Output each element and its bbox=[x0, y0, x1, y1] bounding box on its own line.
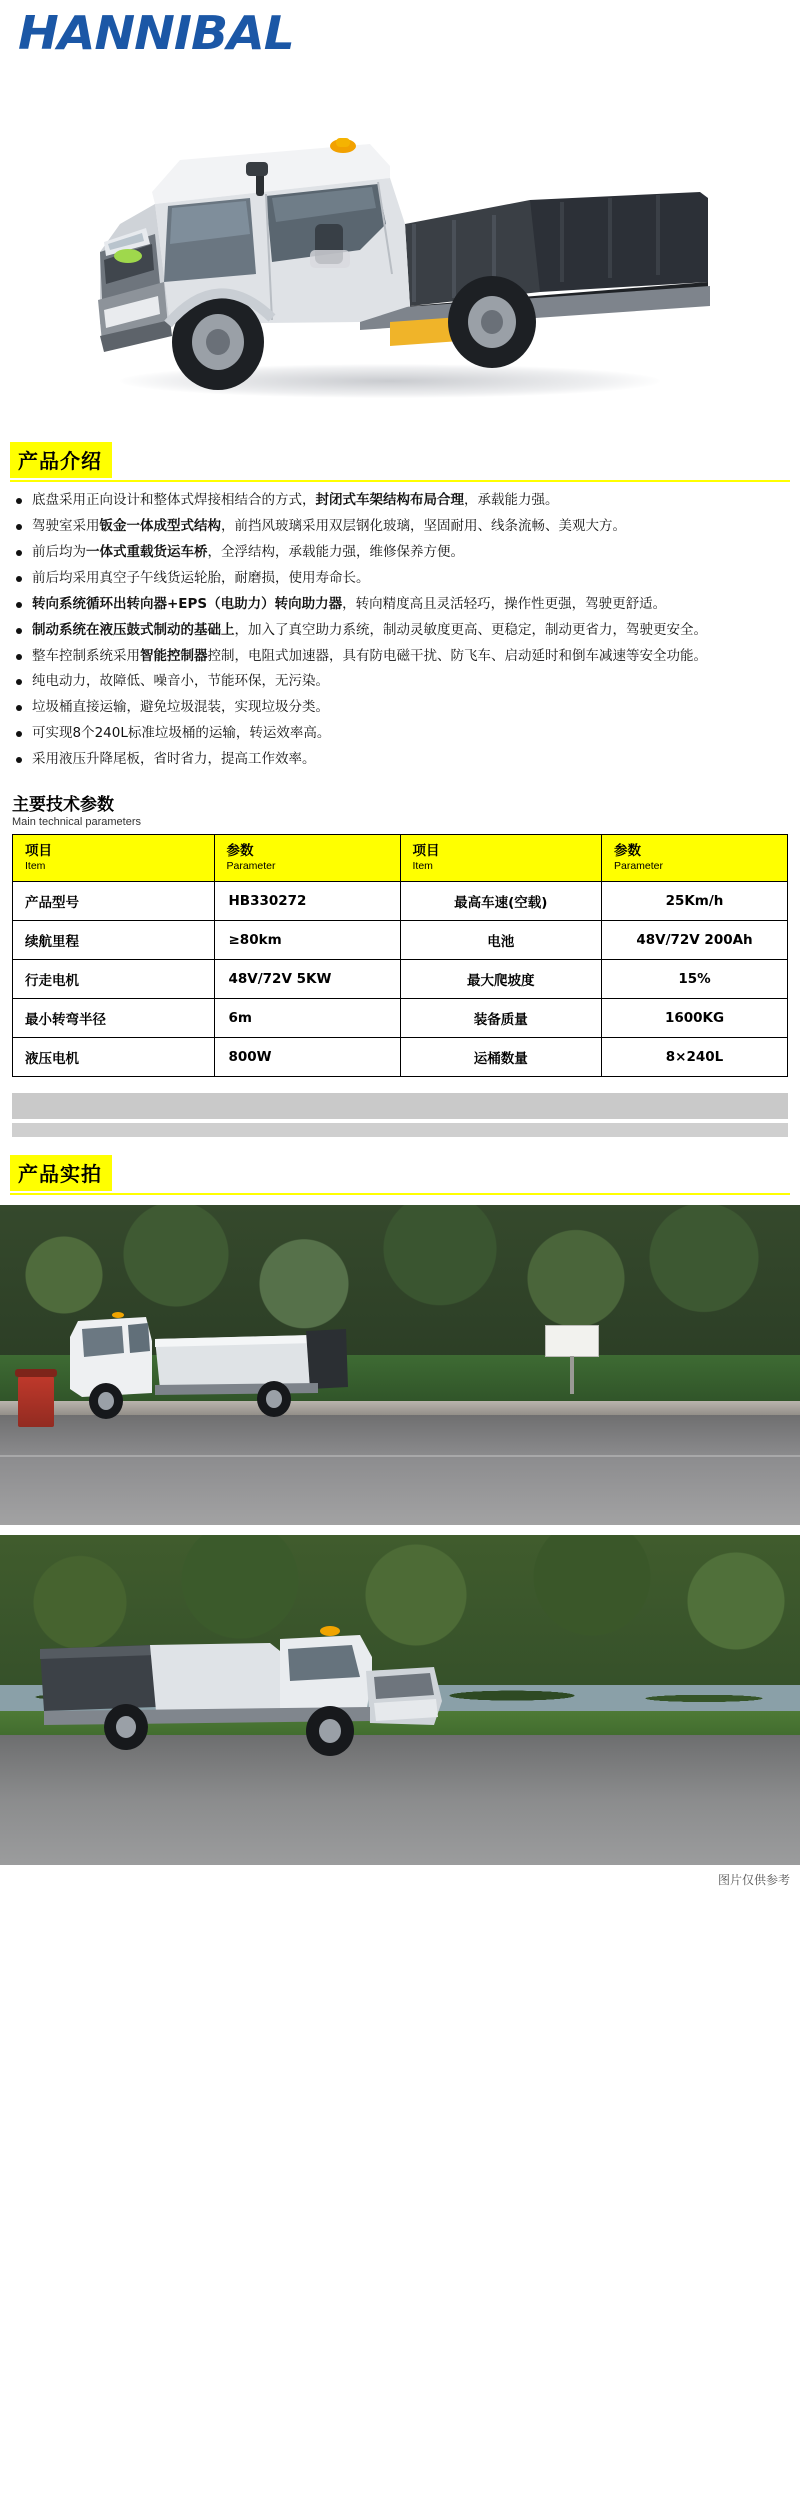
photo1-road-reflection bbox=[0, 1455, 800, 1457]
spec-table bbox=[12, 834, 788, 1077]
decorative-gray-strip bbox=[12, 1093, 788, 1119]
list-item: 前后均采用真空子午线货运轮胎，耐磨损，使用寿命长。 bbox=[10, 568, 790, 589]
photo1-truck bbox=[60, 1301, 360, 1431]
hero-stage bbox=[0, 64, 800, 424]
cell-value: 8×240L bbox=[602, 1038, 788, 1077]
footer-watermark: 图片仅供参考 bbox=[717, 1873, 790, 1888]
column-header-cn: 参数 bbox=[226, 843, 254, 860]
table-row bbox=[13, 960, 788, 999]
list-item: 采用液压升降尾板，省时省力，提高工作效率。 bbox=[10, 749, 790, 770]
cell-key: 运桶数量 bbox=[400, 1038, 602, 1077]
table-row bbox=[13, 921, 788, 960]
column-header-item-2 bbox=[400, 835, 602, 882]
list-item: 垃圾桶直接运输，避免垃圾混装，实现垃圾分类。 bbox=[10, 697, 790, 718]
table-row bbox=[13, 1038, 788, 1077]
list-item: 整车控制系统采用智能控制器控制，电阻式加速器，具有防电磁干扰、防飞车、启动延时和倒车减速等安全功能。 bbox=[10, 646, 790, 667]
list-item: 纯电动力，故障低、噪音小，节能环保，无污染。 bbox=[10, 671, 790, 692]
cell-value: 25Km/h bbox=[602, 882, 788, 921]
brand-header bbox=[0, 0, 800, 60]
column-header-cn: 项目 bbox=[412, 843, 440, 860]
list-item: 转向系统循环出转向器+EPS（电助力）转向助力器，转向精度高且灵活轻巧，操作性更强，驾驶更舒适。 bbox=[10, 594, 790, 615]
params-heading-en: Main technical parameters bbox=[12, 816, 142, 829]
photo1-road bbox=[0, 1415, 800, 1525]
params-heading-cn: 主要技术参数 bbox=[12, 795, 114, 816]
photo2-truck bbox=[30, 1605, 470, 1775]
column-header-en: Item bbox=[25, 859, 46, 872]
cell-value: 15% bbox=[602, 960, 788, 999]
product-photo-front-left-view bbox=[0, 1535, 800, 1865]
product-photo-side-view bbox=[0, 1205, 800, 1525]
column-header-en: Item bbox=[412, 859, 433, 872]
section-title-intro bbox=[0, 442, 800, 478]
cell-key: 最高车速(空载) bbox=[400, 882, 602, 921]
cell-value: 48V/72V 200Ah bbox=[602, 921, 788, 960]
intro-bullet-list bbox=[10, 490, 790, 770]
cell-value: ≥80km bbox=[214, 921, 400, 960]
list-item: 制动系统在液压鼓式制动的基础上，加入了真空助力系统，制动灵敏度更高、更稳定，制动更省力，驾驶更安全。 bbox=[10, 620, 790, 641]
section-title-photos-label: 产品实拍 bbox=[10, 1155, 112, 1191]
photo1-red-trash-bin bbox=[18, 1375, 54, 1427]
cell-value: 1600KG bbox=[602, 999, 788, 1038]
decorative-gray-strip-thin bbox=[12, 1123, 788, 1137]
section-title-intro-label: 产品介绍 bbox=[10, 442, 112, 478]
list-item: 底盘采用正向设计和整体式焊接相结合的方式，封闭式车架结构布局合理，承载能力强。 bbox=[10, 490, 790, 511]
photo1-white-sign bbox=[545, 1325, 599, 1357]
table-row bbox=[13, 882, 788, 921]
section-title-photos-rule bbox=[10, 1193, 790, 1195]
column-header-en: Parameter bbox=[614, 859, 664, 872]
cell-value: 800W bbox=[214, 1038, 400, 1077]
column-header-cn: 项目 bbox=[25, 843, 52, 860]
cell-key: 产品型号 bbox=[13, 882, 215, 921]
table-row bbox=[13, 999, 788, 1038]
list-item: 前后均为一体式重载货运车桥，全浮结构，承载能力强，维修保养方便。 bbox=[10, 542, 790, 563]
brand-logo-text: HANNIBAL bbox=[18, 6, 294, 60]
column-header-item-1 bbox=[13, 835, 215, 882]
cell-key: 行走电机 bbox=[13, 960, 215, 999]
cell-key: 续航里程 bbox=[13, 921, 215, 960]
list-item: 驾驶室采用钣金一体成型式结构，前挡风玻璃采用双层钢化玻璃，坚固耐用、线条流畅、美观大方。 bbox=[10, 516, 790, 537]
cell-value: HB330272 bbox=[214, 882, 400, 921]
section-title-intro-rule bbox=[10, 480, 790, 482]
cell-key: 液压电机 bbox=[13, 1038, 215, 1077]
electric-dump-truck-illustration bbox=[60, 74, 740, 404]
column-header-parameter-2 bbox=[602, 835, 788, 882]
list-item: 可实现8个240L标准垃圾桶的运输，转运效率高。 bbox=[10, 723, 790, 744]
cell-value: 48V/72V 5KW bbox=[214, 960, 400, 999]
table-header-row bbox=[13, 835, 788, 882]
cell-key: 最大爬坡度 bbox=[400, 960, 602, 999]
params-heading bbox=[12, 790, 800, 828]
column-header-en: Parameter bbox=[226, 859, 276, 872]
hero-product-image bbox=[0, 64, 800, 424]
cell-key: 最小转弯半径 bbox=[13, 999, 215, 1038]
column-header-parameter-1 bbox=[214, 835, 400, 882]
cell-key: 电池 bbox=[400, 921, 602, 960]
cell-value: 6m bbox=[214, 999, 400, 1038]
section-title-photos bbox=[0, 1155, 800, 1191]
cell-key: 装备质量 bbox=[400, 999, 602, 1038]
column-header-cn: 参数 bbox=[614, 843, 641, 860]
